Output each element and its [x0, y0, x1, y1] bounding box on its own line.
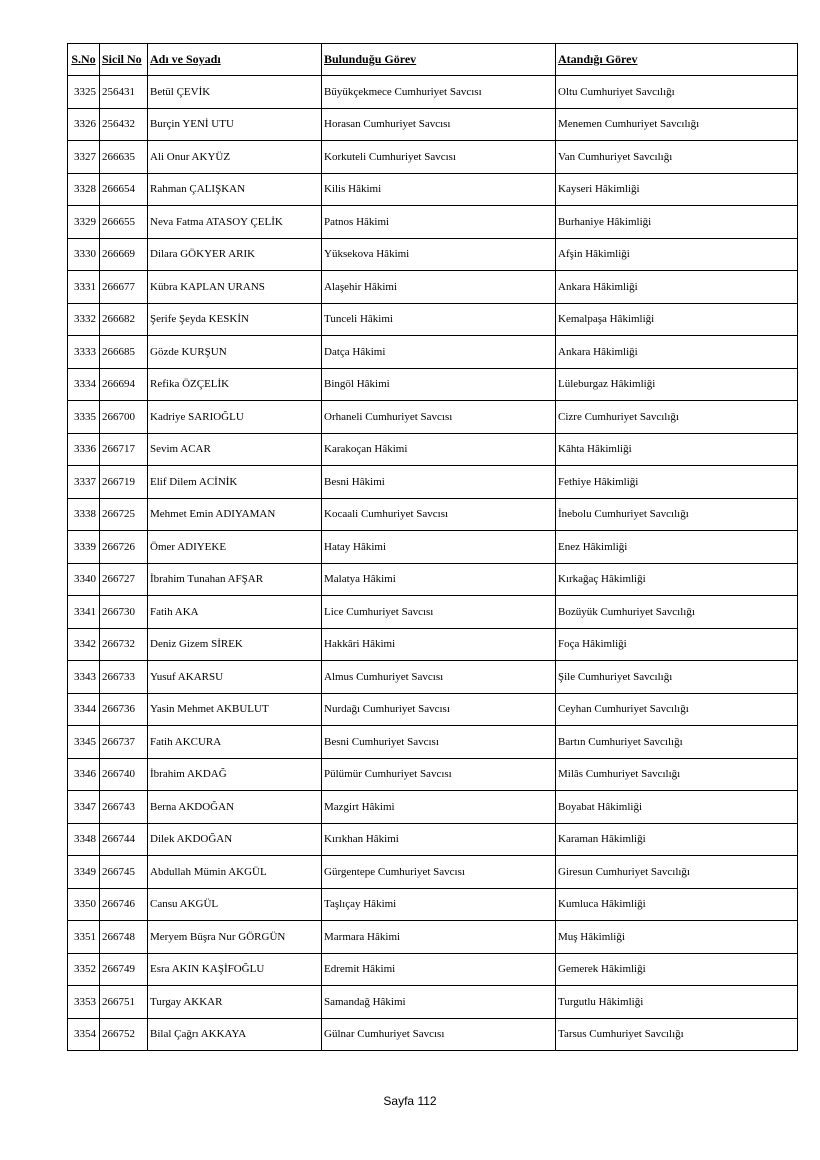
cell-assigned-post: Lüleburgaz Hâkimliği [556, 368, 798, 401]
cell-sicil-no: 266727 [100, 563, 148, 596]
table-body [68, 76, 798, 1051]
cell-name: Burçin YENİ UTU [148, 108, 322, 141]
cell-assigned-post: Ankara Hâkimliği [556, 271, 798, 304]
cell-name: Refika ÖZÇELİK [148, 368, 322, 401]
cell-assigned-post: Gemerek Hâkimliği [556, 953, 798, 986]
cell-current-post: Malatya Hâkimi [322, 563, 556, 596]
cell-current-post: Lice Cumhuriyet Savcısı [322, 596, 556, 629]
cell-assigned-post: Karaman Hâkimliği [556, 823, 798, 856]
cell-current-post: Kocaali Cumhuriyet Savcısı [322, 498, 556, 531]
cell-sicil-no: 266748 [100, 921, 148, 954]
cell-sicil-no: 266740 [100, 758, 148, 791]
cell-sno: 3347 [68, 791, 100, 824]
cell-assigned-post: İnebolu Cumhuriyet Savcılığı [556, 498, 798, 531]
table-row [68, 661, 798, 694]
cell-current-post: Büyükçekmece Cumhuriyet Savcısı [322, 76, 556, 109]
cell-current-post: Almus Cumhuriyet Savcısı [322, 661, 556, 694]
cell-sicil-no: 266726 [100, 531, 148, 564]
cell-current-post: Yüksekova Hâkimi [322, 238, 556, 271]
table-row [68, 108, 798, 141]
cell-current-post: Marmara Hâkimi [322, 921, 556, 954]
cell-sicil-no: 266733 [100, 661, 148, 694]
table-row [68, 563, 798, 596]
cell-assigned-post: Afşin Hâkimliği [556, 238, 798, 271]
cell-name: Berna AKDOĞAN [148, 791, 322, 824]
cell-assigned-post: Kayseri Hâkimliği [556, 173, 798, 206]
cell-name: Fatih AKCURA [148, 726, 322, 759]
cell-name: İbrahim Tunahan AFŞAR [148, 563, 322, 596]
cell-name: Yasin Mehmet AKBULUT [148, 693, 322, 726]
cell-sno: 3349 [68, 856, 100, 889]
cell-sicil-no: 266700 [100, 401, 148, 434]
table-row [68, 888, 798, 921]
cell-current-post: Kırıkhan Hâkimi [322, 823, 556, 856]
cell-sicil-no: 266685 [100, 336, 148, 369]
cell-name: Turgay AKKAR [148, 986, 322, 1019]
cell-sicil-no: 266736 [100, 693, 148, 726]
table-row [68, 206, 798, 239]
page-number: Sayfa 112 [383, 1094, 437, 1108]
table-row [68, 368, 798, 401]
cell-name: Yusuf AKARSU [148, 661, 322, 694]
table-row [68, 791, 798, 824]
cell-assigned-post: Ceyhan Cumhuriyet Savcılığı [556, 693, 798, 726]
table-row [68, 303, 798, 336]
cell-name: Esra AKIN KAŞİFOĞLU [148, 953, 322, 986]
cell-sno: 3340 [68, 563, 100, 596]
table-row [68, 76, 798, 109]
table-row [68, 466, 798, 499]
table-row [68, 1018, 798, 1051]
cell-sno: 3336 [68, 433, 100, 466]
cell-assigned-post: Menemen Cumhuriyet Savcılığı [556, 108, 798, 141]
cell-current-post: Horasan Cumhuriyet Savcısı [322, 108, 556, 141]
table-row [68, 921, 798, 954]
cell-sicil-no: 266737 [100, 726, 148, 759]
cell-sno: 3337 [68, 466, 100, 499]
cell-sno: 3354 [68, 1018, 100, 1051]
cell-sicil-no: 266719 [100, 466, 148, 499]
cell-name: Dilara GÖKYER ARIK [148, 238, 322, 271]
cell-current-post: Bingöl Hâkimi [322, 368, 556, 401]
cell-sno: 3334 [68, 368, 100, 401]
cell-assigned-post: Bozüyük Cumhuriyet Savcılığı [556, 596, 798, 629]
cell-sno: 3338 [68, 498, 100, 531]
cell-sicil-no: 266751 [100, 986, 148, 1019]
cell-sno: 3335 [68, 401, 100, 434]
cell-sno: 3331 [68, 271, 100, 304]
assignment-table [67, 43, 798, 1051]
cell-current-post: Kilis Hâkimi [322, 173, 556, 206]
cell-name: Gözde KURŞUN [148, 336, 322, 369]
cell-sicil-no: 266745 [100, 856, 148, 889]
cell-sicil-no: 266635 [100, 141, 148, 174]
cell-name: Cansu AKGÜL [148, 888, 322, 921]
table-row [68, 238, 798, 271]
cell-sno: 3330 [68, 238, 100, 271]
table-row [68, 693, 798, 726]
cell-sicil-no: 266749 [100, 953, 148, 986]
cell-assigned-post: Kemalpaşa Hâkimliği [556, 303, 798, 336]
table-row [68, 726, 798, 759]
header-row [68, 44, 798, 76]
cell-current-post: Alaşehir Hâkimi [322, 271, 556, 304]
cell-sno: 3345 [68, 726, 100, 759]
cell-sicil-no: 256432 [100, 108, 148, 141]
table-row [68, 531, 798, 564]
cell-current-post: Mazgirt Hâkimi [322, 791, 556, 824]
cell-name: Ali Onur AKYÜZ [148, 141, 322, 174]
cell-sicil-no: 266744 [100, 823, 148, 856]
cell-sno: 3333 [68, 336, 100, 369]
cell-current-post: Edremit Hâkimi [322, 953, 556, 986]
cell-current-post: Hakkâri Hâkimi [322, 628, 556, 661]
cell-name: Elif Dilem ACİNİK [148, 466, 322, 499]
cell-name: Şerife Şeyda KESKİN [148, 303, 322, 336]
table-row [68, 498, 798, 531]
cell-sno: 3348 [68, 823, 100, 856]
cell-current-post: Patnos Hâkimi [322, 206, 556, 239]
cell-current-post: Orhaneli Cumhuriyet Savcısı [322, 401, 556, 434]
cell-sno: 3343 [68, 661, 100, 694]
cell-sno: 3352 [68, 953, 100, 986]
cell-sicil-no: 266694 [100, 368, 148, 401]
table-row [68, 953, 798, 986]
table-row [68, 433, 798, 466]
cell-current-post: Tunceli Hâkimi [322, 303, 556, 336]
cell-current-post: Gülnar Cumhuriyet Savcısı [322, 1018, 556, 1051]
cell-name: Kübra KAPLAN URANS [148, 271, 322, 304]
cell-sicil-no: 266717 [100, 433, 148, 466]
cell-name: Rahman ÇALIŞKAN [148, 173, 322, 206]
cell-name: Mehmet Emin ADIYAMAN [148, 498, 322, 531]
table-header [68, 44, 798, 76]
cell-assigned-post: Turgutlu Hâkimliği [556, 986, 798, 1019]
cell-current-post: Hatay Hâkimi [322, 531, 556, 564]
cell-sno: 3332 [68, 303, 100, 336]
cell-current-post: Samandağ Hâkimi [322, 986, 556, 1019]
cell-sno: 3325 [68, 76, 100, 109]
header-sicil-no: Sicil No [100, 44, 148, 76]
cell-name: Meryem Büşra Nur GÖRGÜN [148, 921, 322, 954]
cell-assigned-post: Kâhta Hâkimliği [556, 433, 798, 466]
table-row [68, 173, 798, 206]
cell-assigned-post: Muş Hâkimliği [556, 921, 798, 954]
header-name: Adı ve Soyadı [148, 44, 322, 76]
cell-sno: 3328 [68, 173, 100, 206]
cell-sicil-no: 266682 [100, 303, 148, 336]
cell-assigned-post: Fethiye Hâkimliği [556, 466, 798, 499]
table-row [68, 141, 798, 174]
table-row [68, 336, 798, 369]
cell-current-post: Besni Hâkimi [322, 466, 556, 499]
cell-sno: 3327 [68, 141, 100, 174]
table-row [68, 758, 798, 791]
cell-sno: 3351 [68, 921, 100, 954]
cell-assigned-post: Şile Cumhuriyet Savcılığı [556, 661, 798, 694]
cell-current-post: Karakoçan Hâkimi [322, 433, 556, 466]
cell-assigned-post: Milâs Cumhuriyet Savcılığı [556, 758, 798, 791]
cell-name: Dilek AKDOĞAN [148, 823, 322, 856]
cell-assigned-post: Ankara Hâkimliği [556, 336, 798, 369]
cell-sno: 3342 [68, 628, 100, 661]
table-row [68, 856, 798, 889]
cell-sicil-no: 266752 [100, 1018, 148, 1051]
cell-sicil-no: 266654 [100, 173, 148, 206]
cell-sicil-no: 266743 [100, 791, 148, 824]
cell-sicil-no: 266746 [100, 888, 148, 921]
table-row [68, 823, 798, 856]
cell-name: Betül ÇEVİK [148, 76, 322, 109]
cell-name: Deniz Gizem SİREK [148, 628, 322, 661]
cell-current-post: Gürgentepe Cumhuriyet Savcısı [322, 856, 556, 889]
cell-name: Fatih AKA [148, 596, 322, 629]
table-row [68, 401, 798, 434]
cell-name: Sevim ACAR [148, 433, 322, 466]
cell-current-post: Datça Hâkimi [322, 336, 556, 369]
cell-assigned-post: Boyabat Hâkimliği [556, 791, 798, 824]
cell-name: İbrahim AKDAĞ [148, 758, 322, 791]
table-row [68, 271, 798, 304]
cell-sno: 3344 [68, 693, 100, 726]
cell-assigned-post: Kırkağaç Hâkimliği [556, 563, 798, 596]
header-sno: S.No [68, 44, 100, 76]
cell-assigned-post: Foça Hâkimliği [556, 628, 798, 661]
cell-sno: 3326 [68, 108, 100, 141]
cell-sicil-no: 256431 [100, 76, 148, 109]
cell-sno: 3346 [68, 758, 100, 791]
cell-sicil-no: 266655 [100, 206, 148, 239]
table-row [68, 986, 798, 1019]
cell-current-post: Pülümür Cumhuriyet Savcısı [322, 758, 556, 791]
header-assigned-post: Atandığı Görev [556, 44, 798, 76]
cell-sicil-no: 266669 [100, 238, 148, 271]
cell-sicil-no: 266677 [100, 271, 148, 304]
cell-name: Ömer ADIYEKE [148, 531, 322, 564]
cell-assigned-post: Van Cumhuriyet Savcılığı [556, 141, 798, 174]
cell-current-post: Korkuteli Cumhuriyet Savcısı [322, 141, 556, 174]
cell-assigned-post: Burhaniye Hâkimliği [556, 206, 798, 239]
cell-sno: 3341 [68, 596, 100, 629]
cell-sicil-no: 266732 [100, 628, 148, 661]
cell-assigned-post: Giresun Cumhuriyet Savcılığı [556, 856, 798, 889]
table-row [68, 628, 798, 661]
cell-assigned-post: Enez Hâkimliği [556, 531, 798, 564]
header-current-post: Bulunduğu Görev [322, 44, 556, 76]
cell-sno: 3329 [68, 206, 100, 239]
cell-sno: 3350 [68, 888, 100, 921]
cell-name: Kadriye SARIOĞLU [148, 401, 322, 434]
cell-assigned-post: Cizre Cumhuriyet Savcılığı [556, 401, 798, 434]
cell-sicil-no: 266725 [100, 498, 148, 531]
cell-assigned-post: Oltu Cumhuriyet Savcılığı [556, 76, 798, 109]
cell-sicil-no: 266730 [100, 596, 148, 629]
cell-assigned-post: Bartın Cumhuriyet Savcılığı [556, 726, 798, 759]
cell-name: Bilal Çağrı AKKAYA [148, 1018, 322, 1051]
cell-assigned-post: Tarsus Cumhuriyet Savcılığı [556, 1018, 798, 1051]
cell-sno: 3339 [68, 531, 100, 564]
cell-name: Neva Fatma ATASOY ÇELİK [148, 206, 322, 239]
cell-current-post: Nurdağı Cumhuriyet Savcısı [322, 693, 556, 726]
cell-assigned-post: Kumluca Hâkimliği [556, 888, 798, 921]
cell-sno: 3353 [68, 986, 100, 1019]
cell-current-post: Besni Cumhuriyet Savcısı [322, 726, 556, 759]
cell-current-post: Taşlıçay Hâkimi [322, 888, 556, 921]
cell-name: Abdullah Mümin AKGÜL [148, 856, 322, 889]
table-row [68, 596, 798, 629]
